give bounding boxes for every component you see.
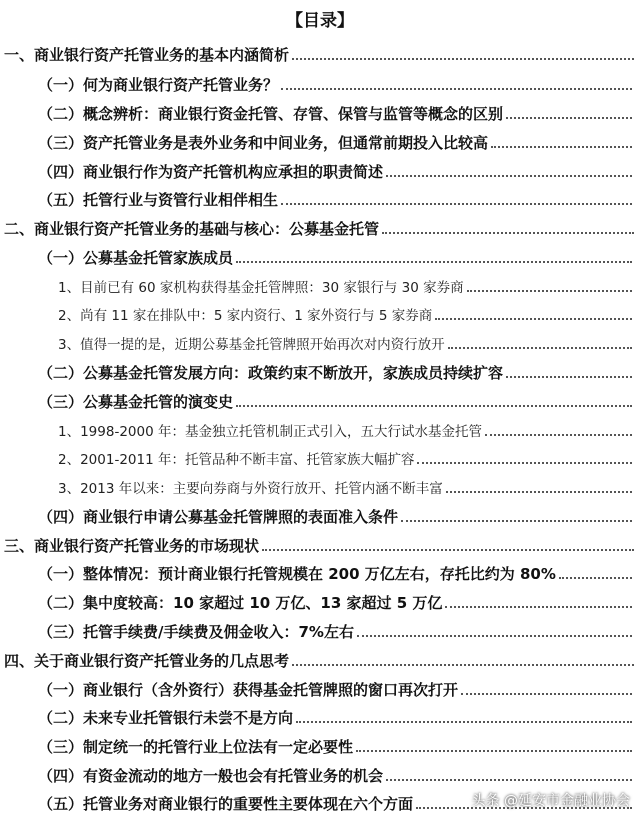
toc-item-text: （二）公募基金托管发展方向：政策约束不断放开，家族成员持续扩容 [38, 364, 504, 382]
toc-item-text: （三）制定统一的托管行业上位法有一定必要性 [38, 738, 354, 756]
toc-item-text: （三）托管手续费/手续费及佣金收入：7%左右 [38, 623, 354, 641]
toc-item[interactable] [38, 736, 632, 758]
toc-item[interactable] [58, 333, 632, 355]
toc-item-text: （三）公募基金托管的演变史 [38, 393, 234, 411]
dot-leader [236, 260, 632, 263]
toc-item-text: 一、商业银行资产托管业务的基本内涵简析 [4, 46, 290, 64]
dot-leader [281, 87, 632, 90]
toc-item-text: （一）公募基金托管家族成员 [38, 249, 234, 267]
toc-item-text: （四）商业银行申请公募基金托管牌照的表面准入条件 [38, 508, 399, 526]
toc-item-text: （一）何为商业银行资产托管业务？ [38, 76, 279, 94]
toc-item-text: （五）托管业务对商业银行的重要性主要体现在六个方面 [38, 795, 414, 813]
toc-item[interactable] [58, 276, 632, 298]
dot-leader [485, 433, 632, 436]
dot-leader [506, 375, 632, 378]
toc-item[interactable] [38, 247, 632, 269]
toc-item-text: 3、值得一提的是，近期公募基金托管牌照开始再次对内资行放开 [58, 337, 445, 353]
dot-leader [292, 663, 634, 666]
toc-item-text: （三）资产托管业务是表外业务和中间业务，但通常前期投入比较高 [38, 134, 489, 152]
dot-leader [417, 461, 632, 464]
toc-item[interactable] [38, 132, 632, 154]
toc-item[interactable] [38, 74, 632, 96]
toc-item[interactable] [38, 362, 632, 384]
dot-leader [357, 634, 632, 637]
watermark: 头条 @延安市金融业协会 [471, 793, 630, 809]
toc-item[interactable] [58, 477, 632, 499]
toc-item-text: 1、目前已有 60 家机构获得基金托管牌照：30 家银行与 30 家券商 [58, 280, 464, 296]
toc-item[interactable] [58, 448, 632, 470]
toc-item-text: 三、商业银行资产托管业务的市场现状 [4, 537, 260, 555]
dot-leader [386, 778, 632, 781]
toc-item[interactable] [38, 592, 632, 614]
toc-item-text: （一）商业银行（含外资行）获得基金托管牌照的窗口再次打开 [38, 681, 459, 699]
dot-leader [386, 174, 632, 177]
toc-item[interactable] [58, 420, 632, 442]
dot-leader [559, 576, 632, 579]
toc-item[interactable] [38, 679, 632, 701]
toc-item-text: （二）概念辨析：商业银行资金托管、存管、保管与监管等概念的区别 [38, 105, 504, 123]
dot-leader [448, 346, 632, 349]
dot-leader [236, 404, 632, 407]
toc-item[interactable] [58, 304, 632, 326]
dot-leader [356, 749, 632, 752]
dot-leader [467, 289, 632, 292]
toc-item-text: （四）有资金流动的地方一般也会有托管业务的机会 [38, 767, 384, 785]
toc-item[interactable] [4, 650, 634, 672]
toc-item-text: 二、商业银行资产托管业务的基础与核心：公募基金托管 [4, 220, 380, 238]
toc-item-text: （一）整体情况：预计商业银行托管规模在 200 万亿左右，存托比约为 80% [38, 565, 556, 583]
dot-leader [461, 692, 632, 695]
dot-leader [506, 116, 632, 119]
dot-leader [435, 317, 632, 320]
toc-item-text: （二）未来专业托管银行未尝不是方向 [38, 709, 294, 727]
dot-leader [262, 548, 634, 551]
toc-item-text: 四、关于商业银行资产托管业务的几点思考 [4, 652, 290, 670]
dot-leader [281, 202, 632, 205]
dot-leader [296, 720, 632, 723]
toc-item[interactable] [38, 765, 632, 787]
toc-item-text: 1、1998-2000 年：基金独立托管机制正式引入，五大行试水基金托管 [58, 424, 482, 440]
toc-item[interactable] [38, 707, 632, 729]
toc-item-text: 2、尚有 11 家在排队中：5 家内资行、1 家外资行与 5 家券商 [58, 308, 433, 324]
toc-item[interactable] [38, 189, 632, 211]
dot-leader [382, 231, 634, 234]
toc-item[interactable] [38, 563, 632, 585]
toc-item-text: 2、2001-2011 年：托管品种不断丰富、托管家族大幅扩容 [58, 452, 415, 468]
toc-item[interactable] [38, 161, 632, 183]
toc-item-text: （二）集中度较高：10 家超过 10 万亿、13 家超过 5 万亿 [38, 594, 443, 612]
dot-leader [446, 490, 632, 493]
dot-leader [401, 519, 632, 522]
toc-item[interactable] [4, 535, 634, 557]
toc-item[interactable] [4, 218, 634, 240]
toc-item[interactable] [4, 44, 634, 66]
toc-item[interactable] [38, 506, 632, 528]
toc-item[interactable] [38, 621, 632, 643]
dot-leader [445, 605, 632, 608]
toc-item-text: （五）托管行业与资管行业相伴相生 [38, 191, 279, 209]
dot-leader [491, 145, 632, 148]
toc-item-text: （四）商业银行作为资产托管机构应承担的职责简述 [38, 163, 384, 181]
page-title: 【目录】 [286, 11, 354, 31]
dot-leader [292, 57, 634, 60]
toc-item-text: 3、2013 年以来：主要向券商与外资行放开、托管内涵不断丰富 [58, 481, 443, 497]
toc-item[interactable] [38, 391, 632, 413]
toc-item[interactable] [38, 103, 632, 125]
